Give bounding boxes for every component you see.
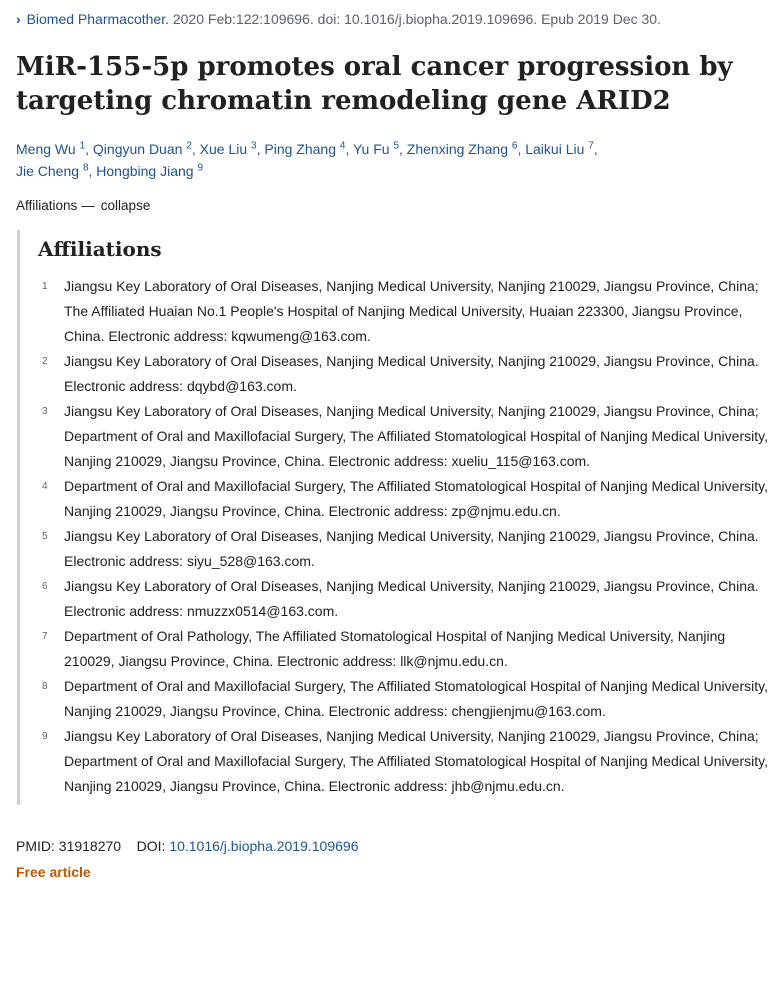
affiliation-text: Jiangsu Key Laboratory of Oral Diseases, Nanjing Medical University, Nanjing 210029, Jiangsu Province, China; Department of Oral and Maxillofacial Surgery, The Affiliated Stomatological Hospital of Nanjing Medical University, Nanjing 210029, Jiangsu Province, China. Electronic address: jhb@njmu.edu.cn. bbox=[64, 728, 768, 794]
affiliation-number: 2 bbox=[42, 356, 48, 367]
author[interactable] bbox=[264, 141, 345, 157]
pmid-value: 31918270 bbox=[58, 838, 122, 854]
affiliation-item bbox=[38, 674, 776, 724]
author-name[interactable]: Laikui Liu bbox=[525, 141, 585, 157]
author-affiliation-ref[interactable]: 6 bbox=[511, 140, 518, 152]
affiliations-panel bbox=[17, 230, 776, 805]
author[interactable] bbox=[200, 141, 257, 157]
affiliation-number: 4 bbox=[42, 481, 48, 492]
doi-label: DOI: bbox=[136, 838, 166, 854]
author-name[interactable]: Yu Fu bbox=[352, 141, 390, 157]
author[interactable] bbox=[96, 163, 203, 179]
author-name[interactable]: Ping Zhang bbox=[264, 141, 336, 157]
author-affiliation-ref[interactable]: 5 bbox=[393, 140, 400, 152]
affiliation-item bbox=[38, 274, 776, 349]
author[interactable] bbox=[407, 141, 518, 157]
author-name[interactable]: Xue Liu bbox=[199, 141, 248, 157]
affiliation-number: 1 bbox=[42, 281, 48, 292]
affiliation-number: 5 bbox=[42, 531, 48, 542]
author-name[interactable]: Meng Wu bbox=[16, 141, 76, 157]
affiliations-toggle-label: Affiliations bbox=[16, 198, 78, 213]
author[interactable] bbox=[353, 141, 399, 157]
author-affiliation-ref[interactable]: 3 bbox=[251, 140, 257, 152]
affiliations-list bbox=[38, 274, 776, 799]
affiliation-item bbox=[38, 624, 776, 674]
affiliation-item bbox=[38, 574, 776, 624]
affiliation-item bbox=[38, 524, 776, 574]
affiliation-text: Jiangsu Key Laboratory of Oral Diseases, Nanjing Medical University, Nanjing 210029, Jiangsu Province, China. Electronic address: siyu_528@163.com. bbox=[64, 528, 759, 569]
affiliation-text: Jiangsu Key Laboratory of Oral Diseases, Nanjing Medical University, Nanjing 210029, Jiangsu Province, China; The Affiliated Huaian No.1 People's Hospital of Nanjing Medical University, Huaian 223300, Jiangsu Province, China. Electronic address: kqwumeng@163.com. bbox=[64, 278, 759, 344]
affiliation-number: 3 bbox=[42, 406, 48, 417]
journal-link[interactable]: Biomed Pharmacother. bbox=[26, 11, 169, 27]
author-affiliation-ref[interactable]: 1 bbox=[79, 140, 86, 152]
affiliation-number: 9 bbox=[42, 731, 48, 742]
affiliation-number: 7 bbox=[42, 631, 48, 642]
author-affiliation-ref[interactable]: 7 bbox=[588, 140, 594, 152]
affiliation-text: Jiangsu Key Laboratory of Oral Diseases, Nanjing Medical University, Nanjing 210029, Jiangsu Province, China; Department of Oral and Maxillofacial Surgery, The Affiliated Stomatological Hospital of Nanjing Medical University, Nanjing 210029, Jiangsu Province, China. Electronic address: xueliu_115@163.com. bbox=[64, 403, 768, 469]
author[interactable] bbox=[525, 141, 594, 157]
citation-details: 2020 Feb:122:109696. doi: 10.1016/j.biopha.2019.109696. Epub 2019 Dec 30. bbox=[172, 11, 661, 27]
author-name[interactable]: Qingyun Duan bbox=[92, 141, 183, 157]
author-name[interactable]: Hongbing Jiang bbox=[96, 163, 194, 179]
collapse-link[interactable]: collapse bbox=[100, 198, 151, 213]
author[interactable] bbox=[16, 141, 85, 157]
author-affiliation-ref[interactable]: 8 bbox=[82, 162, 89, 174]
affiliation-text: Department of Oral and Maxillofacial Surgery, The Affiliated Stomatological Hospital of Nanjing Medical University, Nanjing 210029, Jiangsu Province, China. Electronic address: chengjienjmu@163.com. bbox=[64, 678, 768, 719]
affiliation-text: Department of Oral and Maxillofacial Surgery, The Affiliated Stomatological Hospital of Nanjing Medical University, Nanjing 210029, Jiangsu Province, China. Electronic address: zp@njmu.edu.cn. bbox=[64, 478, 768, 519]
citation-line bbox=[16, 8, 776, 30]
author-list: Meng Wu $^1$, Qingyun Duan $^2$, Xue Liu $^3$, Ping Zhang $^4$, Yu Fu $^5$, Zhenxing Zhang $^6$, Laikui Liu $^7$, Jie Cheng $^8$, Hongbing Jiang $^9$ bbox=[16, 140, 598, 179]
affiliation-number: 8 bbox=[42, 681, 48, 692]
chevron-right-icon[interactable]: › bbox=[16, 11, 21, 27]
author-name[interactable]: Zhenxing Zhang bbox=[406, 141, 508, 157]
pmid-label: PMID: bbox=[16, 838, 55, 854]
author-affiliation-ref[interactable]: 9 bbox=[197, 162, 204, 174]
author[interactable] bbox=[93, 141, 192, 157]
author-affiliation-ref[interactable]: 4 bbox=[339, 140, 346, 152]
author-name[interactable]: Jie Cheng bbox=[16, 163, 80, 179]
author[interactable] bbox=[16, 163, 89, 179]
affiliation-text: Jiangsu Key Laboratory of Oral Diseases, Nanjing Medical University, Nanjing 210029, Jiangsu Province, China. Electronic address: dqybd@163.com. bbox=[64, 353, 759, 394]
affiliation-text: Jiangsu Key Laboratory of Oral Diseases, Nanjing Medical University, Nanjing 210029, Jiangsu Province, China. Electronic address: nmuzzx0514@163.com. bbox=[64, 578, 759, 619]
affiliations-heading: Affiliations bbox=[38, 237, 162, 261]
free-article-badge: Free article bbox=[16, 864, 91, 880]
article-title: MiR-155-5p promotes oral cancer progression by targeting chromatin remodeling gene ARID2 bbox=[16, 52, 733, 116]
affiliations-toggle[interactable] bbox=[16, 196, 776, 216]
article-identifiers bbox=[16, 835, 776, 857]
collapse-dash-icon: — bbox=[81, 198, 95, 213]
affiliation-number: 6 bbox=[42, 581, 48, 592]
affiliation-text: Department of Oral Pathology, The Affiliated Stomatological Hospital of Nanjing Medical University, Nanjing 210029, Jiangsu Province, China. Electronic address: llk@njmu.edu.cn. bbox=[64, 628, 726, 669]
affiliation-item bbox=[38, 399, 776, 474]
affiliation-item bbox=[38, 474, 776, 524]
affiliation-item bbox=[38, 724, 776, 799]
doi-link[interactable]: 10.1016/j.biopha.2019.109696 bbox=[169, 838, 359, 854]
author-affiliation-ref[interactable]: 2 bbox=[186, 140, 192, 152]
affiliation-item bbox=[38, 349, 776, 399]
